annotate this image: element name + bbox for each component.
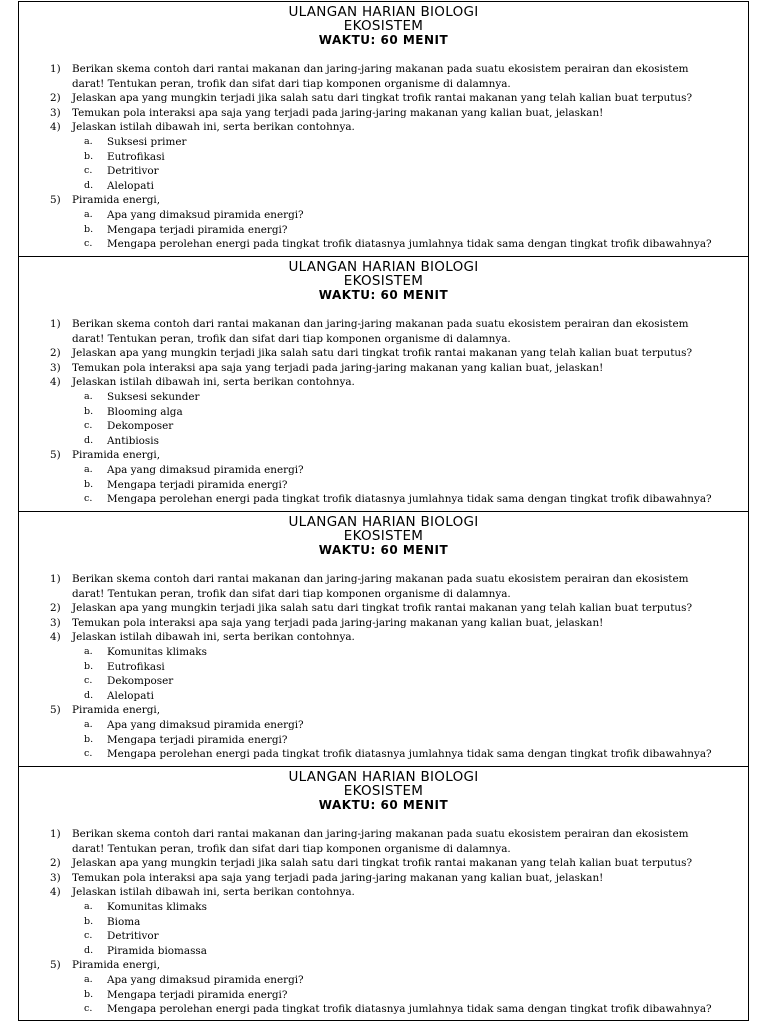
question-text: Jelaskan apa yang mungkin terjadi jika salah satu dari tingkat trofik rantai makanan yang telah kalian buat terputus? <box>72 347 693 360</box>
exam-subtitle: EKOSISTEM <box>343 783 424 799</box>
sub-item-letter: d. <box>84 944 94 956</box>
question-5-items <box>19 208 748 252</box>
sub-item-letter: a. <box>84 463 93 475</box>
sheet-header <box>19 512 748 558</box>
question-number: 5) <box>50 704 61 717</box>
exam-sheet <box>18 511 749 767</box>
sub-item <box>19 405 748 420</box>
question-2 <box>19 601 748 616</box>
sub-item-text: Antibiosis <box>107 434 159 447</box>
sub-list <box>19 390 748 448</box>
sub-item <box>19 434 748 449</box>
sub-item-text: Dekomposer <box>107 420 174 433</box>
sub-item-text: Mengapa perolehan energi pada tingkat trofik diatasnya jumlahnya tidak sama dengan tingkat trofik dibawahnya? <box>107 1003 712 1016</box>
sub-item-text: Eutrofikasi <box>107 150 165 163</box>
question-number: 1) <box>50 318 61 330</box>
sub-item-text: Komunitas klimaks <box>107 900 207 913</box>
question-text: Jelaskan istilah dibawah ini, serta berikan contohnya. <box>72 376 355 389</box>
sub-item <box>19 150 748 165</box>
question-4 <box>19 630 748 645</box>
exam-time: WAKTU: 60 MENIT <box>318 798 449 812</box>
sub-item-text: Apa yang dimaksud piramida energi? <box>107 973 304 986</box>
question-5 <box>19 703 748 718</box>
sub-item <box>19 478 748 493</box>
sub-item-text: Apa yang dimaksud piramida energi? <box>107 718 304 731</box>
sub-list <box>19 463 748 507</box>
question-1 <box>19 62 748 91</box>
sub-item <box>19 900 748 915</box>
question-5 <box>19 448 748 463</box>
sub-item <box>19 237 748 252</box>
sub-item-text: Eutrofikasi <box>107 660 165 673</box>
sheet-header <box>19 257 748 303</box>
question-4-items <box>19 390 748 448</box>
question-number: 3) <box>50 871 61 884</box>
question-4-items <box>19 900 748 958</box>
sub-list <box>19 718 748 762</box>
sub-item-text: Apa yang dimaksud piramida energi? <box>107 208 304 221</box>
question-text-cont: darat! Tentukan peran, trofik dan sifat dari tiap komponen organisme di dalamnya. <box>72 77 511 90</box>
question-text: Jelaskan istilah dibawah ini, serta berikan contohnya. <box>72 631 355 644</box>
sheet-header <box>19 2 748 48</box>
question-text: Berikan skema contoh dari rantai makanan dan jaring-jaring makanan pada suatu ekosistem perairan dan ekosistem <box>72 573 689 585</box>
sub-item-letter: d. <box>84 689 94 701</box>
question-1 <box>19 572 748 601</box>
question-text: Temukan pola interaksi apa saja yang terjadi pada jaring-jaring makanan yang kalian buat, jelaskan! <box>72 871 604 884</box>
question-number: 5) <box>50 959 61 972</box>
exam-subtitle: EKOSISTEM <box>343 528 424 544</box>
sub-item-letter: a. <box>84 390 93 402</box>
question-3 <box>19 871 748 886</box>
exam-time: WAKTU: 60 MENIT <box>318 288 449 302</box>
sub-item-letter: b. <box>84 660 94 672</box>
sub-item-letter: a. <box>84 135 93 147</box>
question-4-items <box>19 645 748 703</box>
question-number: 2) <box>50 857 61 870</box>
question-text: Berikan skema contoh dari rantai makanan dan jaring-jaring makanan pada suatu ekosistem perairan dan ekosistem <box>72 318 689 330</box>
sub-list <box>19 208 748 252</box>
exam-title: ULANGAN HARIAN BIOLOGI <box>288 4 479 20</box>
exam-sheet <box>18 1 749 257</box>
exam-title: ULANGAN HARIAN BIOLOGI <box>288 769 479 785</box>
sub-item-letter: b. <box>84 405 94 417</box>
question-4 <box>19 885 748 900</box>
question-text: Temukan pola interaksi apa saja yang terjadi pada jaring-jaring makanan yang kalian buat, jelaskan! <box>72 616 604 629</box>
sub-item <box>19 390 748 405</box>
sub-item-letter: a. <box>84 645 93 657</box>
sub-item-letter: b. <box>84 915 94 927</box>
sub-item-letter: b. <box>84 223 94 235</box>
sub-item-letter: b. <box>84 988 94 1000</box>
sub-item <box>19 179 748 194</box>
sub-item-text: Mengapa terjadi piramida energi? <box>107 733 288 746</box>
question-2 <box>19 91 748 106</box>
sub-item-letter: c. <box>84 1003 93 1015</box>
question-3 <box>19 361 748 376</box>
sub-item-text: Detritivor <box>107 165 159 178</box>
sub-item <box>19 660 748 675</box>
sub-item <box>19 223 748 238</box>
question-number: 4) <box>50 121 61 134</box>
question-text: Jelaskan apa yang mungkin terjadi jika salah satu dari tingkat trofik rantai makanan yang telah kalian buat terputus? <box>72 92 693 105</box>
sub-list <box>19 900 748 958</box>
sub-item <box>19 929 748 944</box>
sub-item <box>19 944 748 959</box>
sub-item <box>19 492 748 507</box>
question-text: Jelaskan istilah dibawah ini, serta berikan contohnya. <box>72 886 355 899</box>
sub-item <box>19 135 748 150</box>
sub-item-text: Alelopati <box>107 179 154 192</box>
sub-item-letter: a. <box>84 208 93 220</box>
question-2 <box>19 856 748 871</box>
question-text: Jelaskan istilah dibawah ini, serta berikan contohnya. <box>72 121 355 134</box>
sub-item <box>19 689 748 704</box>
question-number: 3) <box>50 616 61 629</box>
question-text: Temukan pola interaksi apa saja yang terjadi pada jaring-jaring makanan yang kalian buat, jelaskan! <box>72 106 604 119</box>
question-list <box>19 62 748 252</box>
sub-item-text: Bioma <box>107 915 141 928</box>
sub-item <box>19 645 748 660</box>
question-number: 2) <box>50 347 61 360</box>
sub-item-text: Mengapa perolehan energi pada tingkat trofik diatasnya jumlahnya tidak sama dengan tingkat trofik dibawahnya? <box>107 493 712 506</box>
question-text-cont: darat! Tentukan peran, trofik dan sifat dari tiap komponen organisme di dalamnya. <box>72 332 511 345</box>
question-text-cont: darat! Tentukan peran, trofik dan sifat dari tiap komponen organisme di dalamnya. <box>72 587 511 600</box>
sub-item-letter: a. <box>84 973 93 985</box>
sub-item-letter: b. <box>84 478 94 490</box>
sub-item-text: Suksesi primer <box>107 135 187 148</box>
sub-item <box>19 463 748 478</box>
question-text: Piramida energi, <box>72 449 161 462</box>
sub-item <box>19 915 748 930</box>
sub-list <box>19 135 748 193</box>
question-5-items <box>19 463 748 507</box>
sub-item-letter: c. <box>84 493 93 505</box>
sub-item-text: Mengapa terjadi piramida energi? <box>107 988 288 1001</box>
question-text: Piramida energi, <box>72 194 161 207</box>
exam-time: WAKTU: 60 MENIT <box>318 33 449 47</box>
sub-list <box>19 973 748 1017</box>
question-number: 5) <box>50 449 61 462</box>
question-5-items <box>19 718 748 762</box>
question-4 <box>19 120 748 135</box>
sub-item-text: Detritivor <box>107 930 159 943</box>
sub-item-letter: c. <box>84 675 93 687</box>
question-4-items <box>19 135 748 193</box>
question-text-cont: darat! Tentukan peran, trofik dan sifat dari tiap komponen organisme di dalamnya. <box>72 842 511 855</box>
sub-item-letter: c. <box>84 165 93 177</box>
exam-sheet <box>18 766 749 1021</box>
sub-item <box>19 973 748 988</box>
question-1 <box>19 317 748 346</box>
sub-item <box>19 208 748 223</box>
exam-time: WAKTU: 60 MENIT <box>318 543 449 557</box>
exam-title: ULANGAN HARIAN BIOLOGI <box>288 259 479 275</box>
sub-item-letter: c. <box>84 930 93 942</box>
question-list <box>19 827 748 1017</box>
sub-item-text: Piramida biomassa <box>107 944 207 957</box>
question-text: Berikan skema contoh dari rantai makanan dan jaring-jaring makanan pada suatu ekosistem perairan dan ekosistem <box>72 63 689 75</box>
question-text: Jelaskan apa yang mungkin terjadi jika salah satu dari tingkat trofik rantai makanan yang telah kalian buat terputus? <box>72 602 693 615</box>
question-number: 4) <box>50 886 61 899</box>
sub-list <box>19 645 748 703</box>
question-3 <box>19 106 748 121</box>
sub-item-text: Mengapa perolehan energi pada tingkat trofik diatasnya jumlahnya tidak sama dengan tingkat trofik dibawahnya? <box>107 238 712 251</box>
sub-item-letter: d. <box>84 179 94 191</box>
question-1 <box>19 827 748 856</box>
question-5 <box>19 193 748 208</box>
question-number: 2) <box>50 92 61 105</box>
sub-item <box>19 419 748 434</box>
sub-item <box>19 718 748 733</box>
sub-item <box>19 988 748 1003</box>
exam-subtitle: EKOSISTEM <box>343 18 424 34</box>
sub-item <box>19 733 748 748</box>
question-4 <box>19 375 748 390</box>
question-3 <box>19 616 748 631</box>
question-number: 1) <box>50 828 61 840</box>
sub-item-text: Dekomposer <box>107 675 174 688</box>
question-number: 1) <box>50 573 61 585</box>
exam-sheet <box>18 256 749 512</box>
sub-item-letter: a. <box>84 900 93 912</box>
sub-item-text: Mengapa terjadi piramida energi? <box>107 478 288 491</box>
sheet-header <box>19 767 748 813</box>
question-text: Piramida energi, <box>72 959 161 972</box>
question-text: Jelaskan apa yang mungkin terjadi jika salah satu dari tingkat trofik rantai makanan yang telah kalian buat terputus? <box>72 857 693 870</box>
question-number: 3) <box>50 106 61 119</box>
question-list <box>19 317 748 507</box>
sub-item-letter: c. <box>84 420 93 432</box>
question-5 <box>19 958 748 973</box>
question-2 <box>19 346 748 361</box>
question-5-items <box>19 973 748 1017</box>
question-number: 2) <box>50 602 61 615</box>
sub-item-letter: d. <box>84 434 94 446</box>
question-text: Berikan skema contoh dari rantai makanan dan jaring-jaring makanan pada suatu ekosistem perairan dan ekosistem <box>72 828 689 840</box>
sub-item-text: Mengapa terjadi piramida energi? <box>107 223 288 236</box>
sub-item-text: Suksesi sekunder <box>107 390 200 403</box>
question-text: Piramida energi, <box>72 704 161 717</box>
sub-item-text: Alelopati <box>107 689 154 702</box>
sub-item-text: Komunitas klimaks <box>107 645 207 658</box>
question-number: 1) <box>50 63 61 75</box>
sub-item-letter: b. <box>84 733 94 745</box>
sub-item-text: Blooming alga <box>107 405 183 418</box>
exam-subtitle: EKOSISTEM <box>343 273 424 289</box>
question-list <box>19 572 748 762</box>
exam-title: ULANGAN HARIAN BIOLOGI <box>288 514 479 530</box>
sub-item-letter: a. <box>84 718 93 730</box>
sub-item-letter: c. <box>84 748 93 760</box>
sub-item <box>19 1002 748 1017</box>
sub-item-letter: c. <box>84 238 93 250</box>
sub-item <box>19 747 748 762</box>
question-number: 4) <box>50 376 61 389</box>
sub-item-text: Apa yang dimaksud piramida energi? <box>107 463 304 476</box>
sub-item-text: Mengapa perolehan energi pada tingkat trofik diatasnya jumlahnya tidak sama dengan tingkat trofik dibawahnya? <box>107 748 712 761</box>
sub-item <box>19 674 748 689</box>
question-number: 4) <box>50 631 61 644</box>
sub-item <box>19 164 748 179</box>
question-number: 3) <box>50 361 61 374</box>
question-number: 5) <box>50 194 61 207</box>
sub-item-letter: b. <box>84 150 94 162</box>
question-text: Temukan pola interaksi apa saja yang terjadi pada jaring-jaring makanan yang kalian buat, jelaskan! <box>72 361 604 374</box>
